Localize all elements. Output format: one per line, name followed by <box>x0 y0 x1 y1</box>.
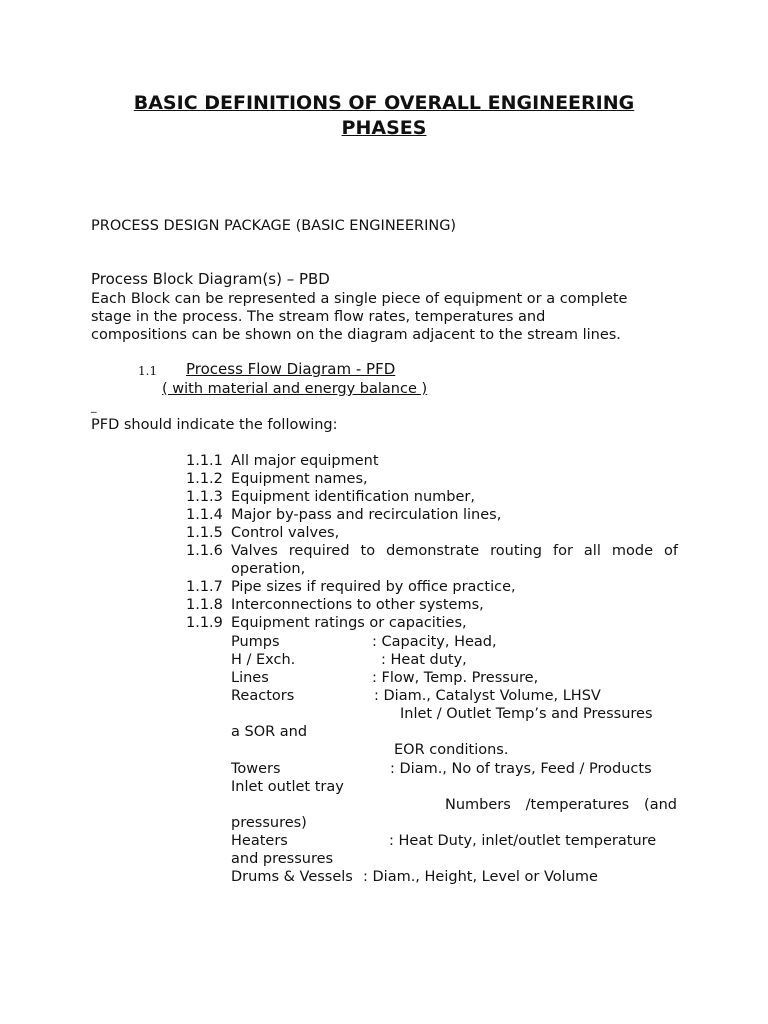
item-number: 1.1.8 <box>186 597 223 613</box>
item-number: 1.1.2 <box>186 471 223 487</box>
rating-label-reactors: Reactors <box>231 688 295 704</box>
item-text: All major equipment <box>231 453 379 469</box>
rating-value-heaters: : Heat Duty, inlet/outlet temperature <box>389 833 657 849</box>
rating-reactors-line2: Inlet / Outlet Temp’s and Pressures <box>400 706 653 722</box>
item-text: Interconnections to other systems, <box>231 597 484 613</box>
item-number: 1.1.7 <box>186 579 223 595</box>
item-number: 1.1.3 <box>186 489 223 505</box>
pfd-subheading: ( with material and energy balance ) <box>162 381 428 397</box>
pfd-intro: PFD should indicate the following: <box>91 417 338 433</box>
rating-reactors-line3: a SOR and <box>231 724 308 740</box>
rating-value-drums: : Diam., Height, Level or Volume <box>363 869 598 885</box>
item-number: 1.1.6 <box>186 543 223 559</box>
pfd-section-number: 1.1 <box>138 364 158 378</box>
pbd-line-2: stage in the process. The stream flow rates, temperatures and <box>91 309 546 325</box>
item-text: Equipment names, <box>231 471 368 487</box>
rating-label-hexch: H / Exch. <box>231 652 296 668</box>
rating-label-drums: Drums & Vessels <box>231 869 353 885</box>
document-title-line1: BASIC DEFINITIONS OF OVERALL ENGINEERING <box>133 92 635 114</box>
item-number: 1.1.9 <box>186 615 223 631</box>
rating-value-lines: : Flow, Temp. Pressure, <box>372 670 539 686</box>
document-title-line2: PHASES <box>341 117 427 139</box>
pfd-stray-mark: _ <box>91 400 97 413</box>
item-number: 1.1.5 <box>186 525 223 541</box>
rating-label-heaters: Heaters <box>231 833 288 849</box>
item-text: Equipment ratings or capacities, <box>231 615 467 631</box>
rating-heaters-line2: and pressures <box>231 851 334 867</box>
item-number: 1.1.4 <box>186 507 223 523</box>
pbd-line-1: Each Block can be represented a single piece of equipment or a complete <box>91 291 628 307</box>
rating-value-reactors: : Diam., Catalyst Volume, LHSV <box>374 688 601 704</box>
item-text: Valves required to demonstrate routing for all mode of <box>231 543 678 559</box>
pbd-heading: Process Block Diagram(s) – PBD <box>91 270 330 288</box>
rating-value-pumps: : Capacity, Head, <box>372 634 497 650</box>
rating-reactors-line4: EOR conditions. <box>394 742 509 758</box>
pbd-line-3: compositions can be shown on the diagram adjacent to the stream lines. <box>91 327 621 343</box>
rating-value-towers: : Diam., No of trays, Feed / Products <box>390 761 652 777</box>
rating-towers-line2: Inlet outlet tray <box>231 779 344 795</box>
item-text-continuation: operation, <box>231 561 306 577</box>
rating-value-hexch: : Heat duty, <box>381 652 467 668</box>
rating-label-lines: Lines <box>231 670 269 686</box>
item-text: Equipment identification number, <box>231 489 475 505</box>
item-number: 1.1.1 <box>186 453 223 469</box>
item-text: Pipe sizes if required by office practice, <box>231 579 516 595</box>
rating-label-towers: Towers <box>231 761 281 777</box>
rating-towers-line4: pressures) <box>231 815 307 831</box>
section-heading: PROCESS DESIGN PACKAGE (BASIC ENGINEERING) <box>91 218 457 234</box>
item-text: Major by-pass and recirculation lines, <box>231 507 502 523</box>
item-text: Control valves, <box>231 525 340 541</box>
rating-towers-line3: Numbers /temperatures (and <box>445 797 677 813</box>
pfd-heading: Process Flow Diagram - PFD <box>186 360 396 378</box>
rating-label-pumps: Pumps <box>231 634 280 650</box>
